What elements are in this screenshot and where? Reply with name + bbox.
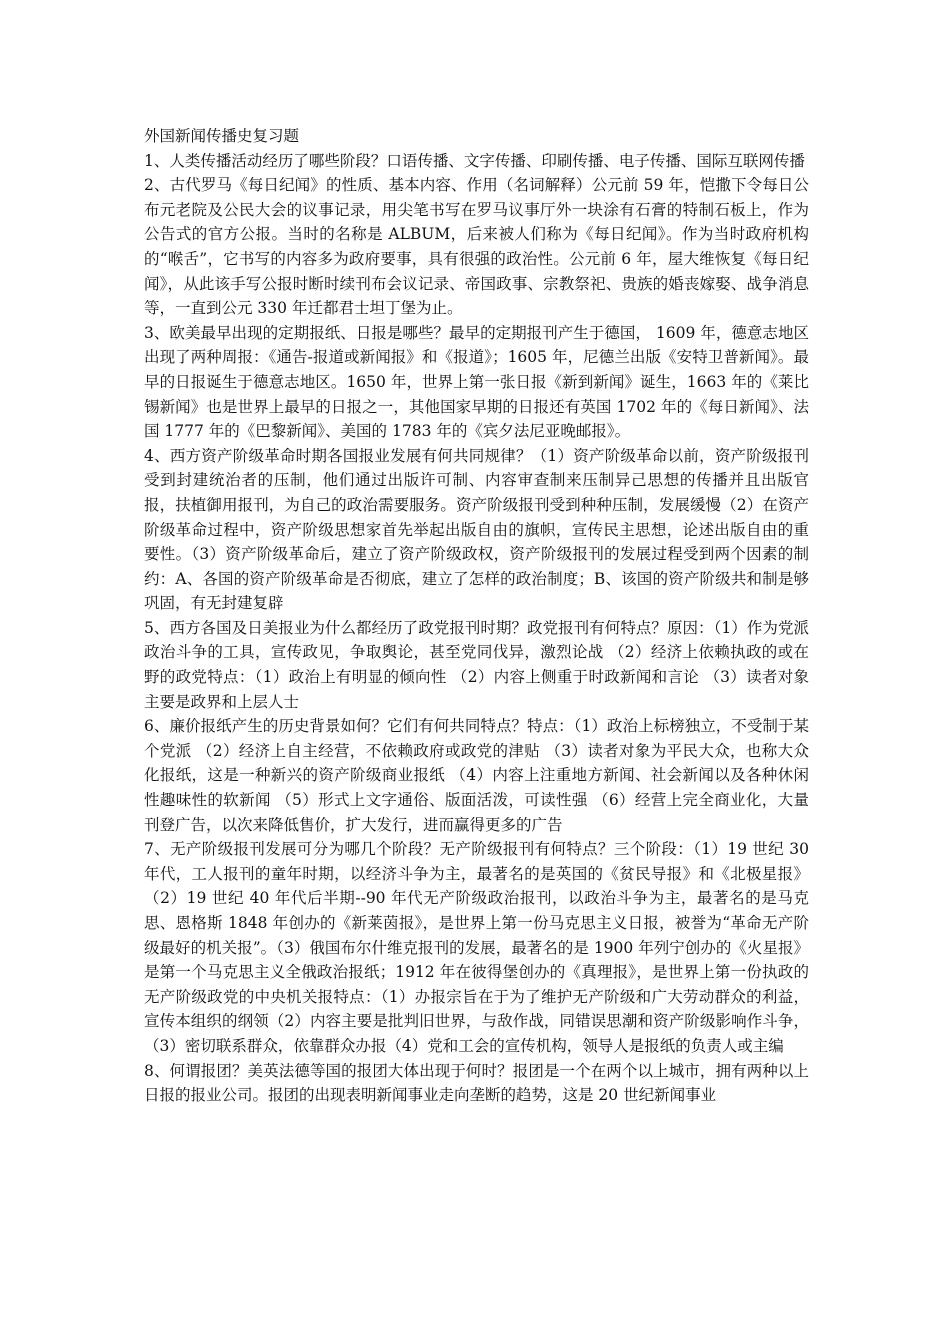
question-1: 1、人类传播活动经历了哪些阶段？口语传播、文字传播、印刷传播、电子传播、国际互联网传播 <box>144 151 805 170</box>
question-6: 6、廉价报纸产生的历史背景如何？它们有何共同特点？特点：（1）政治上标榜独立，不受制于某个党派 （2）经济上自主经营，不依赖政府或政党的津贴 （3）读者对象为平民大众，也称大众化报纸，这是一种新兴的资产阶级商业报纸 （4）内容上注重地方新闻、社会新闻以及各种休闲性趣味性的软新闻 （5）形式上文字通俗、版面活泼，可读性强 （6）经营上完全商业化，大量刊登广告，以次来降低售价，扩大发行，进而赢得更多的广告 <box>144 717 809 834</box>
question-3: 3、欧美最早出现的定期报纸、日报是哪些？最早的定期报刊产生于德国， 1609 年，德意志地区出现了两种周报：《通告-报道或新闻报》和《报道》；1605 年，尼德兰出版《安特卫普新闻》。最早的日报诞生于德意志地区。1650 年，世界上第一张日报《新到新闻》诞生，1663 年的《莱比锡新闻》也是世界上最早的日报之一，其他国家早期的日报还有英国 1702 年的《每日新闻》、法国 1777 年的《巴黎新闻》、美国的 1783 年的《宾夕法尼亚晚邮报》。 <box>144 323 809 441</box>
document-title: 外国新闻传播史复习题 <box>144 127 300 145</box>
question-5: 5、西方各国及日美报业为什么都经历了政党报刊时期？政党报刊有何特点？原因：（1）作为党派政治斗争的工具，宣传政见，争取舆论，甚至党同伐异，激烈论战 （2）经济上依赖执政的或在野的政党特点：（1）政治上有明显的倾向性 （2）内容上侧重于时政新闻和言论 （3）读者对象主要是政界和上层人士 <box>144 618 809 711</box>
question-2: 2、古代罗马《每日纪闻》的性质、基本内容、作用（名词解释）公元前 59 年，恺撒下令每日公布元老院及公民大会的议事记录，用尖笔书写在罗马议事厅外一块涂有石膏的特制石板上，作为公告式的官方公报。当时的名称是 ALBUM，后来被人们称为《每日纪闻》。作为当时政府机构的“喉舌”，它书写的内容多为政府要事，具有很强的政治性。公元前 6 年，屋大维恢复《每日纪闻》，从此该手写公报时断时续刊布会议记录、帝国政事、宗教祭祀、贵族的婚丧嫁娶、战争消息等，一直到公元 330 年迁都君士坦丁堡为止。 <box>144 176 809 318</box>
question-8: 8、何谓报团？美英法德等国的报团大体出现于何时？报团是一个在两个以上城市，拥有两种以上日报的报业公司。报团的出现表明新闻事业走向垄断的趋势，这是 20 世纪新闻事业 <box>144 1061 809 1105</box>
document-body <box>144 124 809 1108</box>
question-4: 4、西方资产阶级革命时期各国报业发展有何共同规律？（1）资产阶级革命以前，资产阶级报刊受到封建统治者的压制，他们通过出版许可制、内容审查制来压制异己思想的传播并且出版官报，扶植御用报刊，为自己的政治需要服务。资产阶级报刊受到种种压制，发展缓慢（2）在资产阶级革命过程中，资产阶级思想家首先举起出版自由的旗帜，宣传民主思想，论述出版自由的重要性。（3）资产阶级革命后，建立了资产阶级政权，资产阶级报刊的发展过程受到两个因素的制约：A、各国的资产阶级革命是否彻底，建立了怎样的政治制度；B、该国的资产阶级共和制是够巩固，有无封建复辟 <box>144 446 809 613</box>
question-7: 7、无产阶级报刊发展可分为哪几个阶段？无产阶级报刊有何特点？三个阶段：（1）19 世纪 30 年代，工人报刊的童年时期，以经济斗争为主，最著名的是英国的《贫民导报》和《北极星报》（2）19 世纪 40 年代后半期--90 年代无产阶级政治报刊，以政治斗争为主，最著名的是马克思、恩格斯 1848 年创办的《新莱茵报》，是世界上第一份马克思主义日报，被誉为“革命无产阶级最好的机关报”。（3）俄国布尔什维克报刊的发展，最著名的是 1900 年列宁创办的《火星报》是第一个马克思主义全俄政治报纸；1912 年在彼得堡创办的《真理报》，是世界上第一份执政的无产阶级政党的中央机关报特点：（1）办报宗旨在于为了维护无产阶级和广大劳动群众的利益，宣传本组织的纲领（2）内容主要是批判旧世界，与敌作战，同错误思潮和资产阶级影响作斗争，（3）密切联系群众，依靠群众办报（4）党和工会的宣传机构，领导人是报纸的负责人或主编 <box>144 840 809 1055</box>
